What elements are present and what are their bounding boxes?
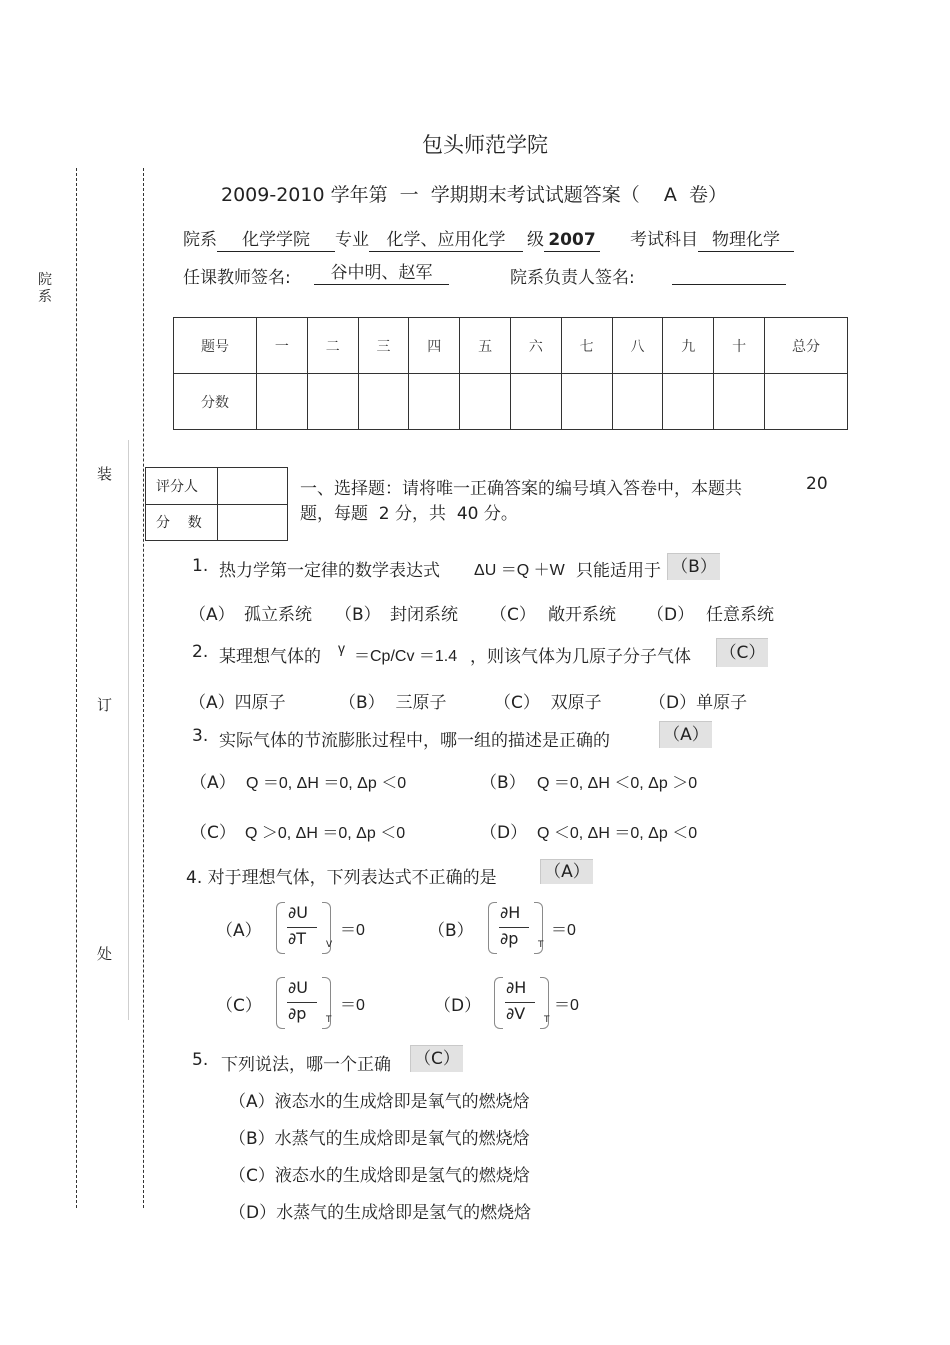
q2-formula-gamma: γ	[338, 640, 345, 656]
q4-option-c-derivative: ∂U ∂p T	[276, 977, 336, 1031]
score-row-label: 分数	[174, 374, 257, 430]
q4-option-b-derivative: ∂H ∂p T	[488, 902, 548, 956]
q1-option-b: 封闭系统	[390, 605, 458, 625]
q4-answer: （A）	[540, 859, 593, 884]
score-cell[interactable]	[663, 374, 714, 430]
q2-answer: （C）	[716, 638, 768, 667]
score-col-3: 三	[358, 318, 409, 374]
q5-option-d: （D）水蒸气的生成焓即是氢气的燃烧焓	[229, 1203, 532, 1223]
score-table-score-row	[174, 374, 848, 430]
subject-value: 物理化学	[698, 229, 794, 252]
score-cell[interactable]	[612, 374, 663, 430]
binding-solid-line	[128, 440, 129, 1020]
score-cell[interactable]	[510, 374, 561, 430]
q2-formula: ＝Cp/Cv ＝1.4	[354, 648, 458, 665]
score-col-label: 题号	[174, 318, 257, 374]
q1-option-c: 敞开系统	[548, 605, 616, 625]
q1-option-a-label: （A）	[189, 605, 235, 625]
q3-option-a-label: （A）	[190, 773, 236, 793]
section1-question-count: 20	[806, 474, 828, 494]
q1-option-d: 任意系统	[706, 605, 774, 625]
score-cell[interactable]	[409, 374, 460, 430]
score-col-5: 五	[460, 318, 511, 374]
q3-option-a: Q ＝0, ΔH ＝0, Δp ＜0	[246, 775, 407, 792]
q4-option-a-derivative: ∂U ∂T V	[276, 902, 336, 956]
q1-formula: ΔU ＝Q ＋W	[474, 562, 565, 579]
grade-value: 2007	[544, 229, 600, 252]
q4-option-a-eq: ＝0	[340, 922, 365, 939]
section1-heading-line1: 一、选择题：请将唯一正确答案的编号填入答卷中，本题共	[300, 479, 742, 499]
q4-option-d-derivative: ∂H ∂V T	[494, 977, 554, 1031]
score-cell[interactable]	[257, 374, 308, 430]
q2-option-b: （B） 三原子	[339, 693, 447, 713]
margin-zhuang: 装	[97, 465, 113, 483]
score-cell-total[interactable]	[765, 374, 848, 430]
margin-dept-label: 院系	[38, 272, 52, 305]
margin-ding: 订	[97, 696, 113, 714]
q3-option-b-label: （B）	[480, 773, 526, 793]
grade-label: 级	[527, 230, 544, 250]
q5-text: 下列说法，哪一个正确	[221, 1055, 391, 1075]
q4-option-a-label: （A）	[216, 921, 262, 941]
score-col-8: 八	[612, 318, 663, 374]
score-cell[interactable]	[714, 374, 765, 430]
q3-number: 3.	[192, 726, 209, 746]
q5-number: 5.	[192, 1050, 209, 1070]
margin-chu: 处	[97, 945, 113, 963]
teacher-sign-label: 任课教师签名:	[183, 268, 291, 288]
grader-score-label: 分 数	[146, 504, 218, 541]
dept-label: 院系	[183, 230, 217, 250]
score-cell[interactable]	[307, 374, 358, 430]
grader-cell[interactable]	[218, 468, 288, 505]
q4-option-c-label: （C）	[216, 996, 262, 1016]
q4-option-b-eq: ＝0	[551, 922, 576, 939]
score-col-1: 一	[257, 318, 308, 374]
q5-option-b: （B）水蒸气的生成焓即是氧气的燃烧焓	[229, 1129, 530, 1149]
score-table	[173, 317, 848, 430]
q4-option-d-eq: ＝0	[554, 997, 579, 1014]
q4-option-d-label: （D）	[434, 996, 482, 1016]
section1-heading-line2: 题，每题 2 分，共 40 分。	[300, 504, 518, 524]
q2-tail: ，则该气体为几原子分子气体	[470, 647, 691, 667]
q4-option-c-eq: ＝0	[340, 997, 365, 1014]
q4-option-b-label: （B）	[428, 921, 474, 941]
grader-label: 评分人	[146, 468, 218, 505]
q3-answer: （A）	[659, 721, 712, 748]
binding-dashed-line-outer	[76, 168, 77, 1208]
q1-text: 热力学第一定律的数学表达式	[219, 561, 440, 581]
score-col-total: 总分	[765, 318, 848, 374]
score-col-2: 二	[307, 318, 358, 374]
score-cell[interactable]	[561, 374, 612, 430]
score-col-7: 七	[561, 318, 612, 374]
q1-option-c-label: （C）	[490, 605, 536, 625]
head-sign-value	[672, 262, 786, 285]
q2-number: 2.	[192, 642, 209, 662]
binding-dashed-line-inner	[143, 168, 144, 1208]
q3-text: 实际气体的节流膨胀过程中，哪一组的描述是正确的	[219, 731, 610, 751]
major-label: 专业	[335, 230, 369, 250]
q2-option-d: （D）单原子	[649, 693, 748, 713]
q1-answer: （B）	[667, 553, 720, 580]
q1-option-a: 孤立系统	[244, 605, 312, 625]
major-value: 化学、应用化学	[369, 229, 523, 252]
score-col-10: 十	[714, 318, 765, 374]
q2-text: 某理想气体的	[219, 647, 321, 667]
q1-tail: 只能适用于	[576, 561, 661, 581]
q3-option-b: Q ＝0, ΔH ＜0, Δp ＞0	[537, 775, 698, 792]
score-col-6: 六	[510, 318, 561, 374]
score-col-4: 四	[409, 318, 460, 374]
school-title: 包头师范学院	[422, 133, 548, 157]
q3-option-d: Q ＜0, ΔH ＝0, Δp ＜0	[537, 825, 698, 842]
q3-option-d-label: （D）	[480, 823, 528, 843]
grader-score-cell[interactable]	[218, 504, 288, 541]
subject-label: 考试科目	[630, 230, 698, 250]
score-table-header-row	[174, 318, 848, 374]
q4-text: 4. 对于理想气体，下列表达式不正确的是	[186, 868, 497, 888]
q1-option-d-label: （D）	[647, 605, 695, 625]
q3-option-c: Q ＞0, ΔH ＝0, Δp ＜0	[245, 825, 406, 842]
q1-option-b-label: （B）	[335, 605, 381, 625]
info-line-1	[183, 225, 794, 252]
score-col-9: 九	[663, 318, 714, 374]
q5-answer: （C）	[410, 1045, 463, 1072]
exam-title: 2009-2010 学年第 一 学期期末考试试题答案（ A 卷）	[221, 184, 727, 206]
q2-option-a: （A）四原子	[189, 693, 286, 713]
q1-number: 1.	[192, 556, 209, 576]
score-cell[interactable]	[358, 374, 409, 430]
grader-table	[145, 467, 288, 541]
dept-value: 化学学院	[217, 229, 335, 252]
head-sign-label: 院系负责人签名:	[510, 268, 635, 288]
teacher-sign-value: 谷中明、赵军	[314, 262, 449, 285]
q5-option-c: （C）液态水的生成焓即是氢气的燃烧焓	[229, 1166, 530, 1186]
q5-option-a: （A）液态水的生成焓即是氧气的燃烧焓	[229, 1092, 530, 1112]
q3-option-c-label: （C）	[190, 823, 236, 843]
score-cell[interactable]	[460, 374, 511, 430]
q2-option-c: （C） 双原子	[494, 693, 602, 713]
